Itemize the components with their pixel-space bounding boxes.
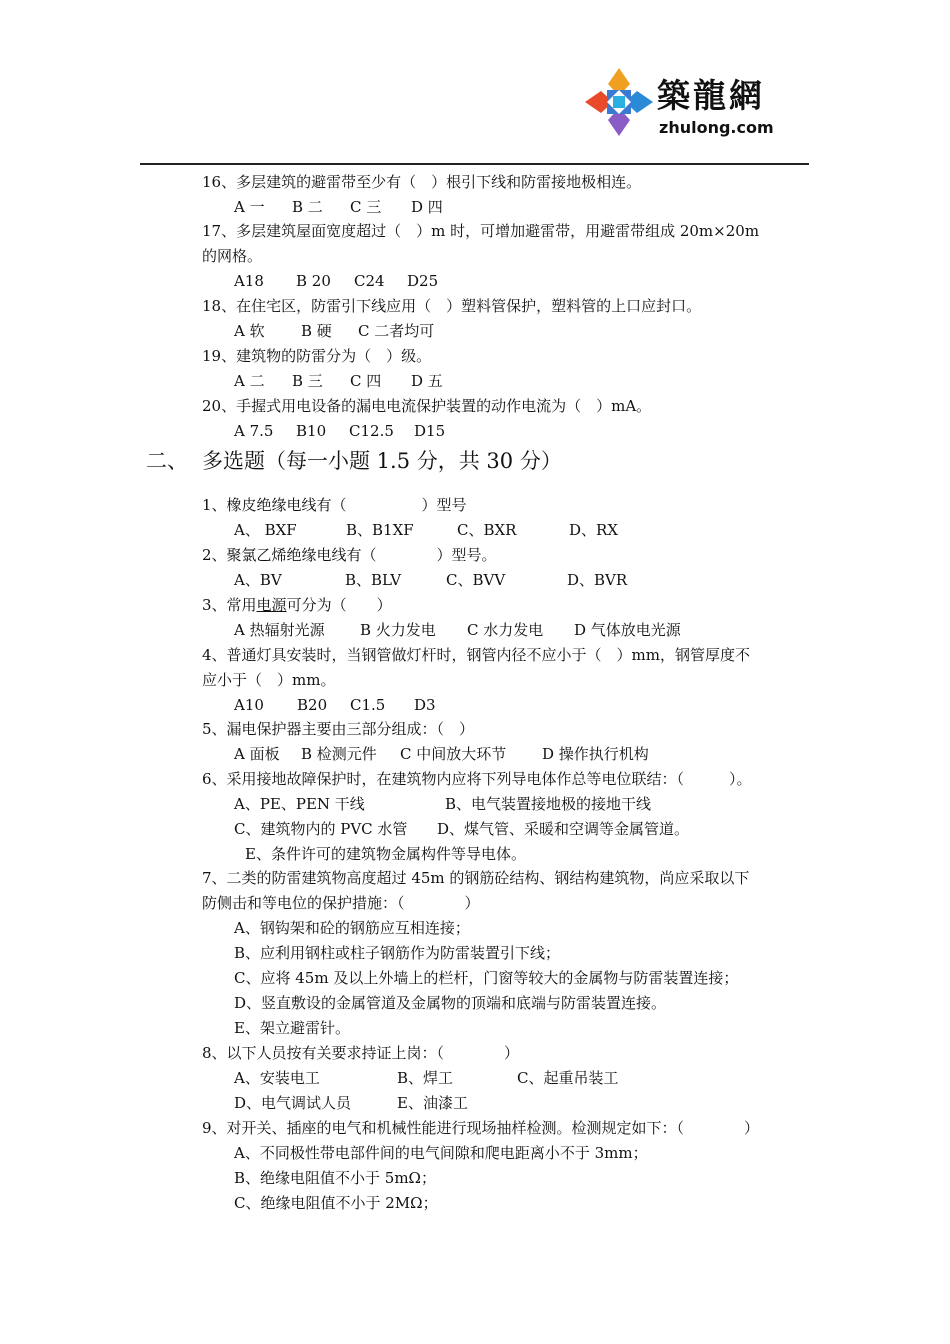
section-number: 二、 <box>146 449 188 473</box>
option-b: B、电气装置接地极的接地干线 <box>445 795 652 813</box>
option-c: C、绝缘电阻值不小于 2MΩ； <box>234 1194 438 1212</box>
option-c: C24 <box>354 272 385 290</box>
question-20: 20、手握式用电设备的漏电电流保护装置的动作电流为（ ）mA。 <box>202 397 652 415</box>
option-b: B、BLV <box>345 571 402 589</box>
question-17-line1: 17、多层建筑屋面宽度超过（ ）m 时，可增加避雷带，用避雷带组成 20m×20m <box>202 222 760 240</box>
zhulong-logo-icon <box>583 66 655 138</box>
header-divider <box>140 163 809 165</box>
zhulong-logo <box>583 66 773 146</box>
multi-question-3-prefix: 3、常用 <box>202 596 257 614</box>
multi-question-9: 9、对开关、插座的电气和机械性能进行现场抽样检测。检测规定如下：（ ） <box>202 1119 760 1137</box>
option-b: B、焊工 <box>397 1069 454 1087</box>
option-b: B、应利用钢柱或柱子钢筋作为防雷装置引下线； <box>234 944 561 962</box>
multi-question-5: 5、漏电保护器主要由三部分组成：（ ） <box>202 720 475 738</box>
option-d: D、电气调试人员 <box>234 1094 352 1112</box>
multi-question-3 <box>202 595 392 615</box>
option-c: C、BXR <box>457 521 517 539</box>
multi-question-7-line1: 7、二类的防雷建筑物高度超过 45m 的钢筋砼结构、钢结构建筑物，尚应采取以下 <box>202 869 750 887</box>
multi-question-2: 2、聚氯乙烯绝缘电线有（ ）型号。 <box>202 546 497 564</box>
option-d: D 气体放电光源 <box>574 621 681 639</box>
option-a: A18 <box>234 272 264 290</box>
option-d: D、BVR <box>567 571 628 589</box>
option-a: A、PE、PEN 干线 <box>234 795 365 813</box>
option-d: D25 <box>407 272 439 290</box>
option-d: D15 <box>414 422 446 440</box>
option-d: D 四 <box>411 198 443 216</box>
option-d: D、竖直敷设的金属管道及金属物的顶端和底端与防雷装置连接。 <box>234 994 667 1012</box>
option-a: A、 BXF <box>234 521 297 539</box>
option-a: A、钢钩架和砼的钢筋应互相连接； <box>234 919 470 937</box>
multi-question-8: 8、以下人员按有关要求持证上岗：（ ） <box>202 1044 520 1062</box>
option-a: A 面板 <box>234 745 280 763</box>
option-c: C 水力发电 <box>467 621 544 639</box>
option-b: B20 <box>297 696 328 714</box>
option-e: E、油漆工 <box>397 1094 468 1112</box>
option-a: A、BV <box>234 571 282 589</box>
multi-question-1: 1、橡皮绝缘电线有（ ）型号 <box>202 496 467 514</box>
option-a: A 热辐射光源 <box>234 621 325 639</box>
multi-question-3-suffix: 可分为（ ） <box>286 596 392 614</box>
option-d: D 五 <box>411 372 443 390</box>
option-b: B、B1XF <box>346 521 414 539</box>
option-c: C 三 <box>350 198 382 216</box>
option-c: C 中间放大环节 <box>400 745 507 763</box>
option-a: A 一 <box>234 198 265 216</box>
option-a: A 二 <box>234 372 265 390</box>
option-b: B 检测元件 <box>301 745 377 763</box>
option-b: B、绝缘电阻值不小于 5mΩ； <box>234 1169 436 1187</box>
option-d: D、煤气管、采暖和空调等金属管道。 <box>437 820 690 838</box>
option-c: C12.5 <box>349 422 394 440</box>
question-16: 16、多层建筑的避雷带至少有（ ）根引下线和防雷接地极相连。 <box>202 173 642 191</box>
power-source-link[interactable]: 电源 <box>256 596 287 614</box>
multi-question-4-line1: 4、普通灯具安装时，当钢管做灯杆时，钢管内径不应小于（ ）mm，钢管厚度不 <box>202 646 750 664</box>
option-a: A10 <box>234 696 264 714</box>
option-d: D 操作执行机构 <box>542 745 649 763</box>
section-heading <box>146 448 562 474</box>
multi-question-6: 6、采用接地故障保护时，在建筑物内应将下列导电体作总等电位联结：（ ）。 <box>202 770 752 788</box>
option-e: E、架立避雷针。 <box>234 1019 350 1037</box>
section-title: 多选题（每一小题 1.5 分，共 30 分） <box>202 449 562 473</box>
logo-chinese-name: 築龍網 <box>657 76 765 115</box>
option-d: D3 <box>414 696 436 714</box>
option-c: C、起重吊装工 <box>517 1069 619 1087</box>
option-b: B 三 <box>292 372 323 390</box>
option-e: E、条件许可的建筑物金属构件等导电体。 <box>245 845 526 863</box>
multi-question-4-line2: 应小于（ ）mm。 <box>202 671 336 689</box>
option-a: A 软 <box>234 322 265 340</box>
question-17-line2: 的网格。 <box>202 247 263 265</box>
option-c: C、应将 45m 及以上外墙上的栏杆，门窗等较大的金属物与防雷装置连接； <box>234 969 739 987</box>
option-b: B 硬 <box>301 322 332 340</box>
option-b: B 二 <box>292 198 323 216</box>
multi-question-7-line2: 防侧击和等电位的保护措施：（ ） <box>202 894 480 912</box>
option-b: B 火力发电 <box>360 621 436 639</box>
question-18: 18、在住宅区，防雷引下线应用（ ）塑料管保护，塑料管的上口应封口。 <box>202 297 702 315</box>
question-19: 19、建筑物的防雷分为（ ）级。 <box>202 347 432 365</box>
option-c: C 四 <box>350 372 382 390</box>
option-c: C、建筑物内的 PVC 水管 <box>234 820 408 838</box>
option-a: A、不同极性带电部件间的电气间隙和爬电距离小不于 3mm； <box>234 1144 648 1162</box>
logo-domain: zhulong.com <box>659 118 774 137</box>
option-d: D、RX <box>569 521 618 539</box>
option-c: C1.5 <box>350 696 386 714</box>
option-b: B10 <box>296 422 327 440</box>
option-b: B 20 <box>296 272 331 290</box>
option-a: A 7.5 <box>234 422 274 440</box>
option-c: C、BVV <box>446 571 506 589</box>
option-c: C 二者均可 <box>358 322 435 340</box>
option-a: A、安装电工 <box>234 1069 320 1087</box>
